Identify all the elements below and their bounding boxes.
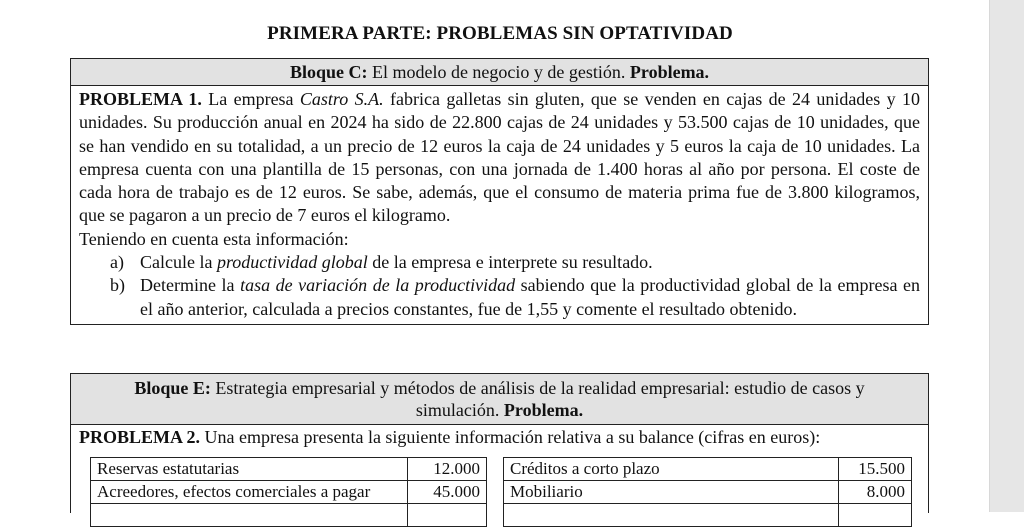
question-a-term: productividad global xyxy=(216,252,368,273)
problem-1-text-1: La empresa xyxy=(201,89,300,109)
question-b-pre: Determine la xyxy=(140,275,241,296)
balance-table-left xyxy=(90,457,487,527)
table-row xyxy=(504,458,912,481)
account-value xyxy=(408,504,487,527)
question-b xyxy=(79,274,920,321)
table-row xyxy=(504,481,912,504)
table-row xyxy=(91,481,487,504)
account-value: 45.000 xyxy=(408,481,487,504)
question-a-pre: Calcule la xyxy=(140,252,217,273)
table-row xyxy=(91,504,487,527)
account-label xyxy=(504,504,839,527)
problem-1-statement xyxy=(79,88,920,228)
bloque-c-header xyxy=(71,59,928,86)
account-label: Créditos a corto plazo xyxy=(504,458,839,481)
problem-2-statement xyxy=(79,426,920,449)
account-label: Mobiliario xyxy=(504,481,839,504)
account-label: Acreedores, efectos comerciales a pagar xyxy=(91,481,408,504)
problem-2-text: Una empresa presenta la siguiente información relativa a su balance (cifras en euros): xyxy=(200,427,821,447)
account-label xyxy=(91,504,408,527)
bloque-e-header xyxy=(71,374,928,425)
bloque-e-title: Estrategia empresarial y métodos de análisis de la realidad empresarial: estudio de casos y simulación. xyxy=(210,378,865,420)
problem-1-questions xyxy=(79,251,920,321)
question-b-post: sabiendo que la productividad global de la empresa en el año anterior, calculada a precios constantes, fue de 1,55 y comente el resultado obtenido. xyxy=(140,275,920,319)
balance-table-right xyxy=(503,457,912,527)
page-title: PRIMERA PARTE: PROBLEMAS SIN OPTATIVIDAD xyxy=(267,23,733,44)
account-value xyxy=(839,504,912,527)
account-label: Reservas estatutarias xyxy=(91,458,408,481)
problem-1-label: PROBLEMA 1. xyxy=(79,89,202,109)
problem-2-label: PROBLEMA 2. xyxy=(79,427,201,447)
bloque-c-title: El modelo de negocio y de gestión. xyxy=(367,62,630,82)
table-row xyxy=(91,458,487,481)
table-row xyxy=(504,504,912,527)
account-value: 15.500 xyxy=(839,458,912,481)
vertical-scrollbar[interactable] xyxy=(989,0,1024,512)
bloque-c-label: Bloque C: xyxy=(289,62,368,82)
bloque-e-suffix: Problema. xyxy=(503,400,584,420)
question-b-label: b) xyxy=(110,275,125,296)
question-b-term: tasa de variación de la productividad xyxy=(240,275,516,296)
question-a-label: a) xyxy=(110,252,124,273)
problem-1-body xyxy=(71,86,928,324)
account-value: 12.000 xyxy=(408,458,487,481)
bloque-c-box xyxy=(70,58,929,325)
bloque-c-suffix: Problema. xyxy=(629,62,710,82)
company-name: Castro S.A. xyxy=(299,89,384,109)
problem-1-intro: Teniendo en cuenta esta información: xyxy=(79,228,349,249)
account-value: 8.000 xyxy=(839,481,912,504)
question-a-post: de la empresa e interprete su resultado. xyxy=(367,252,653,273)
bloque-e-label: Bloque E: xyxy=(134,378,211,398)
problem-1-text-2: fabrica galletas sin gluten, que se venden en cajas de 24 unidades y 10 unidades. Su producción anual en 2024 ha sido de 22.800 cajas de 24 unidades y 53.500 cajas de 10 unidades, que se han vendido en su totalidad, a un precio de 12 euros la caja de 24 unidades y 5 euros la caja de 10 unidades. La empresa cuenta con una plantilla de 15 personas, con una jornada de 1.400 horas al año por persona. El coste de cada hora de trabajo es de 12 euros. Se sabe, además, que el consumo de materia prima fue de 3.800 kilogramos, que se pagaron a un precio de 7 euros el kilogramo. xyxy=(79,89,921,226)
problem-2-body xyxy=(71,425,928,452)
question-a xyxy=(79,251,920,274)
